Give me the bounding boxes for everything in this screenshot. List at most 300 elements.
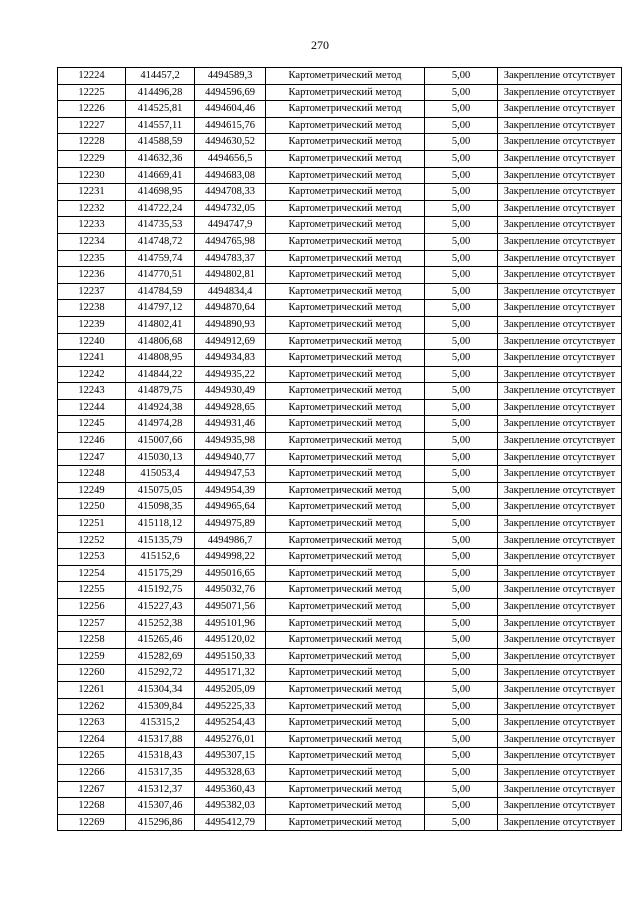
fixing-cell: Закрепление отсутствует bbox=[498, 748, 622, 765]
error-cell: 5,00 bbox=[425, 283, 498, 300]
point-number-cell: 12234 bbox=[58, 233, 126, 250]
x-coordinate-cell: 414669,41 bbox=[126, 167, 195, 184]
table-row bbox=[58, 233, 622, 250]
fixing-cell: Закрепление отсутствует bbox=[498, 814, 622, 831]
table-row bbox=[58, 499, 622, 516]
method-cell: Картометрический метод bbox=[266, 814, 425, 831]
x-coordinate-cell: 415265,46 bbox=[126, 632, 195, 649]
point-number-cell: 12266 bbox=[58, 764, 126, 781]
error-cell: 5,00 bbox=[425, 84, 498, 101]
y-coordinate-cell: 4495307,15 bbox=[195, 748, 266, 765]
method-cell: Картометрический метод bbox=[266, 615, 425, 632]
x-coordinate-cell: 415292,72 bbox=[126, 665, 195, 682]
table-row bbox=[58, 184, 622, 201]
y-coordinate-cell: 4495150,33 bbox=[195, 648, 266, 665]
y-coordinate-cell: 4494965,64 bbox=[195, 499, 266, 516]
y-coordinate-cell: 4494708,33 bbox=[195, 184, 266, 201]
x-coordinate-cell: 414557,11 bbox=[126, 117, 195, 134]
method-cell: Картометрический метод bbox=[266, 665, 425, 682]
y-coordinate-cell: 4495360,43 bbox=[195, 781, 266, 798]
x-coordinate-cell: 414457,2 bbox=[126, 68, 195, 85]
error-cell: 5,00 bbox=[425, 267, 498, 284]
x-coordinate-cell: 414879,75 bbox=[126, 383, 195, 400]
y-coordinate-cell: 4494589,3 bbox=[195, 68, 266, 85]
point-number-cell: 12227 bbox=[58, 117, 126, 134]
point-number-cell: 12240 bbox=[58, 333, 126, 350]
table-row bbox=[58, 68, 622, 85]
method-cell: Картометрический метод bbox=[266, 565, 425, 582]
method-cell: Картометрический метод bbox=[266, 399, 425, 416]
error-cell: 5,00 bbox=[425, 715, 498, 732]
error-cell: 5,00 bbox=[425, 582, 498, 599]
table-row bbox=[58, 399, 622, 416]
fixing-cell: Закрепление отсутствует bbox=[498, 84, 622, 101]
table-row bbox=[58, 549, 622, 566]
fixing-cell: Закрепление отсутствует bbox=[498, 316, 622, 333]
y-coordinate-cell: 4495205,09 bbox=[195, 681, 266, 698]
point-number-cell: 12243 bbox=[58, 383, 126, 400]
error-cell: 5,00 bbox=[425, 366, 498, 383]
error-cell: 5,00 bbox=[425, 648, 498, 665]
error-cell: 5,00 bbox=[425, 68, 498, 85]
method-cell: Картометрический метод bbox=[266, 681, 425, 698]
fixing-cell: Закрепление отсутствует bbox=[498, 217, 622, 234]
fixing-cell: Закрепление отсутствует bbox=[498, 150, 622, 167]
table-row bbox=[58, 416, 622, 433]
x-coordinate-cell: 415227,43 bbox=[126, 599, 195, 616]
point-number-cell: 12245 bbox=[58, 416, 126, 433]
x-coordinate-cell: 415307,46 bbox=[126, 798, 195, 815]
error-cell: 5,00 bbox=[425, 698, 498, 715]
point-number-cell: 12241 bbox=[58, 350, 126, 367]
method-cell: Картометрический метод bbox=[266, 466, 425, 483]
y-coordinate-cell: 4494615,76 bbox=[195, 117, 266, 134]
method-cell: Картометрический метод bbox=[266, 84, 425, 101]
x-coordinate-cell: 414759,74 bbox=[126, 250, 195, 267]
error-cell: 5,00 bbox=[425, 333, 498, 350]
error-cell: 5,00 bbox=[425, 150, 498, 167]
method-cell: Картометрический метод bbox=[266, 167, 425, 184]
error-cell: 5,00 bbox=[425, 233, 498, 250]
method-cell: Картометрический метод bbox=[266, 731, 425, 748]
x-coordinate-cell: 414735,53 bbox=[126, 217, 195, 234]
y-coordinate-cell: 4494928,65 bbox=[195, 399, 266, 416]
table-row bbox=[58, 599, 622, 616]
error-cell: 5,00 bbox=[425, 632, 498, 649]
error-cell: 5,00 bbox=[425, 532, 498, 549]
error-cell: 5,00 bbox=[425, 134, 498, 151]
y-coordinate-cell: 4495016,65 bbox=[195, 565, 266, 582]
error-cell: 5,00 bbox=[425, 499, 498, 516]
x-coordinate-cell: 415098,35 bbox=[126, 499, 195, 516]
fixing-cell: Закрепление отсутствует bbox=[498, 582, 622, 599]
x-coordinate-cell: 414525,81 bbox=[126, 101, 195, 118]
x-coordinate-cell: 415318,43 bbox=[126, 748, 195, 765]
y-coordinate-cell: 4494834,4 bbox=[195, 283, 266, 300]
x-coordinate-cell: 415152,6 bbox=[126, 549, 195, 566]
method-cell: Картометрический метод bbox=[266, 250, 425, 267]
point-number-cell: 12246 bbox=[58, 433, 126, 450]
method-cell: Картометрический метод bbox=[266, 316, 425, 333]
x-coordinate-cell: 414722,24 bbox=[126, 200, 195, 217]
y-coordinate-cell: 4494765,98 bbox=[195, 233, 266, 250]
table-row bbox=[58, 615, 622, 632]
y-coordinate-cell: 4495071,56 bbox=[195, 599, 266, 616]
method-cell: Картометрический метод bbox=[266, 267, 425, 284]
fixing-cell: Закрепление отсутствует bbox=[498, 764, 622, 781]
fixing-cell: Закрепление отсутствует bbox=[498, 200, 622, 217]
y-coordinate-cell: 4495101,96 bbox=[195, 615, 266, 632]
fixing-cell: Закрепление отсутствует bbox=[498, 233, 622, 250]
point-number-cell: 12237 bbox=[58, 283, 126, 300]
method-cell: Картометрический метод bbox=[266, 433, 425, 450]
y-coordinate-cell: 4494802,81 bbox=[195, 267, 266, 284]
fixing-cell: Закрепление отсутствует bbox=[498, 516, 622, 533]
table-row bbox=[58, 681, 622, 698]
point-number-cell: 12262 bbox=[58, 698, 126, 715]
table-row bbox=[58, 167, 622, 184]
error-cell: 5,00 bbox=[425, 482, 498, 499]
x-coordinate-cell: 415304,34 bbox=[126, 681, 195, 698]
y-coordinate-cell: 4494596,69 bbox=[195, 84, 266, 101]
table-row bbox=[58, 350, 622, 367]
error-cell: 5,00 bbox=[425, 217, 498, 234]
table-row bbox=[58, 366, 622, 383]
y-coordinate-cell: 4494870,64 bbox=[195, 300, 266, 317]
fixing-cell: Закрепление отсутствует bbox=[498, 698, 622, 715]
fixing-cell: Закрепление отсутствует bbox=[498, 532, 622, 549]
error-cell: 5,00 bbox=[425, 731, 498, 748]
y-coordinate-cell: 4494783,37 bbox=[195, 250, 266, 267]
table-row bbox=[58, 466, 622, 483]
table-row bbox=[58, 449, 622, 466]
x-coordinate-cell: 415312,37 bbox=[126, 781, 195, 798]
method-cell: Картометрический метод bbox=[266, 764, 425, 781]
method-cell: Картометрический метод bbox=[266, 698, 425, 715]
y-coordinate-cell: 4494912,69 bbox=[195, 333, 266, 350]
point-number-cell: 12233 bbox=[58, 217, 126, 234]
error-cell: 5,00 bbox=[425, 250, 498, 267]
x-coordinate-cell: 414806,68 bbox=[126, 333, 195, 350]
method-cell: Картометрический метод bbox=[266, 781, 425, 798]
error-cell: 5,00 bbox=[425, 516, 498, 533]
x-coordinate-cell: 415309,84 bbox=[126, 698, 195, 715]
point-number-cell: 12248 bbox=[58, 466, 126, 483]
y-coordinate-cell: 4495382,03 bbox=[195, 798, 266, 815]
method-cell: Картометрический метод bbox=[266, 516, 425, 533]
fixing-cell: Закрепление отсутствует bbox=[498, 565, 622, 582]
point-number-cell: 12244 bbox=[58, 399, 126, 416]
y-coordinate-cell: 4494954,39 bbox=[195, 482, 266, 499]
table-row bbox=[58, 731, 622, 748]
table-row bbox=[58, 217, 622, 234]
x-coordinate-cell: 415282,69 bbox=[126, 648, 195, 665]
table-row bbox=[58, 101, 622, 118]
method-cell: Картометрический метод bbox=[266, 150, 425, 167]
x-coordinate-cell: 414844,22 bbox=[126, 366, 195, 383]
fixing-cell: Закрепление отсутствует bbox=[498, 300, 622, 317]
fixing-cell: Закрепление отсутствует bbox=[498, 433, 622, 450]
method-cell: Картометрический метод bbox=[266, 715, 425, 732]
fixing-cell: Закрепление отсутствует bbox=[498, 366, 622, 383]
x-coordinate-cell: 415192,75 bbox=[126, 582, 195, 599]
y-coordinate-cell: 4495412,79 bbox=[195, 814, 266, 831]
point-number-cell: 12264 bbox=[58, 731, 126, 748]
table-row bbox=[58, 383, 622, 400]
x-coordinate-cell: 414698,95 bbox=[126, 184, 195, 201]
error-cell: 5,00 bbox=[425, 681, 498, 698]
y-coordinate-cell: 4494940,77 bbox=[195, 449, 266, 466]
error-cell: 5,00 bbox=[425, 599, 498, 616]
y-coordinate-cell: 4494986,7 bbox=[195, 532, 266, 549]
error-cell: 5,00 bbox=[425, 184, 498, 201]
fixing-cell: Закрепление отсутствует bbox=[498, 648, 622, 665]
y-coordinate-cell: 4495225,33 bbox=[195, 698, 266, 715]
error-cell: 5,00 bbox=[425, 433, 498, 450]
x-coordinate-cell: 415030,13 bbox=[126, 449, 195, 466]
point-number-cell: 12235 bbox=[58, 250, 126, 267]
y-coordinate-cell: 4495276,01 bbox=[195, 731, 266, 748]
x-coordinate-cell: 414808,95 bbox=[126, 350, 195, 367]
x-coordinate-cell: 415315,2 bbox=[126, 715, 195, 732]
point-number-cell: 12267 bbox=[58, 781, 126, 798]
error-cell: 5,00 bbox=[425, 350, 498, 367]
x-coordinate-cell: 415317,35 bbox=[126, 764, 195, 781]
x-coordinate-cell: 415317,88 bbox=[126, 731, 195, 748]
point-number-cell: 12256 bbox=[58, 599, 126, 616]
table-row bbox=[58, 134, 622, 151]
y-coordinate-cell: 4495328,63 bbox=[195, 764, 266, 781]
table-row bbox=[58, 632, 622, 649]
fixing-cell: Закрепление отсутствует bbox=[498, 781, 622, 798]
y-coordinate-cell: 4494935,98 bbox=[195, 433, 266, 450]
point-number-cell: 12260 bbox=[58, 665, 126, 682]
y-coordinate-cell: 4495254,43 bbox=[195, 715, 266, 732]
table-row bbox=[58, 333, 622, 350]
fixing-cell: Закрепление отсутствует bbox=[498, 283, 622, 300]
table-row bbox=[58, 665, 622, 682]
x-coordinate-cell: 414784,59 bbox=[126, 283, 195, 300]
error-cell: 5,00 bbox=[425, 615, 498, 632]
fixing-cell: Закрепление отсутствует bbox=[498, 350, 622, 367]
point-number-cell: 12253 bbox=[58, 549, 126, 566]
method-cell: Картометрический метод bbox=[266, 582, 425, 599]
method-cell: Картометрический метод bbox=[266, 233, 425, 250]
fixing-cell: Закрепление отсутствует bbox=[498, 117, 622, 134]
error-cell: 5,00 bbox=[425, 399, 498, 416]
table-row bbox=[58, 715, 622, 732]
fixing-cell: Закрепление отсутствует bbox=[498, 632, 622, 649]
table-row bbox=[58, 250, 622, 267]
point-number-cell: 12226 bbox=[58, 101, 126, 118]
method-cell: Картометрический метод bbox=[266, 217, 425, 234]
point-number-cell: 12231 bbox=[58, 184, 126, 201]
error-cell: 5,00 bbox=[425, 416, 498, 433]
x-coordinate-cell: 414974,28 bbox=[126, 416, 195, 433]
point-number-cell: 12265 bbox=[58, 748, 126, 765]
table-row bbox=[58, 798, 622, 815]
method-cell: Картометрический метод bbox=[266, 300, 425, 317]
y-coordinate-cell: 4494683,08 bbox=[195, 167, 266, 184]
error-cell: 5,00 bbox=[425, 665, 498, 682]
point-number-cell: 12269 bbox=[58, 814, 126, 831]
method-cell: Картометрический метод bbox=[266, 184, 425, 201]
point-number-cell: 12255 bbox=[58, 582, 126, 599]
method-cell: Картометрический метод bbox=[266, 200, 425, 217]
method-cell: Картометрический метод bbox=[266, 599, 425, 616]
table-row bbox=[58, 267, 622, 284]
x-coordinate-cell: 415053,4 bbox=[126, 466, 195, 483]
page-number: 270 bbox=[311, 38, 329, 52]
x-coordinate-cell: 415252,38 bbox=[126, 615, 195, 632]
point-number-cell: 12228 bbox=[58, 134, 126, 151]
x-coordinate-cell: 415296,86 bbox=[126, 814, 195, 831]
point-number-cell: 12261 bbox=[58, 681, 126, 698]
fixing-cell: Закрепление отсутствует bbox=[498, 134, 622, 151]
table-row bbox=[58, 433, 622, 450]
table-row bbox=[58, 283, 622, 300]
fixing-cell: Закрепление отсутствует bbox=[498, 333, 622, 350]
point-number-cell: 12224 bbox=[58, 68, 126, 85]
y-coordinate-cell: 4494998,22 bbox=[195, 549, 266, 566]
point-number-cell: 12230 bbox=[58, 167, 126, 184]
fixing-cell: Закрепление отсутствует bbox=[498, 184, 622, 201]
x-coordinate-cell: 414748,72 bbox=[126, 233, 195, 250]
table-row bbox=[58, 748, 622, 765]
method-cell: Картометрический метод bbox=[266, 283, 425, 300]
error-cell: 5,00 bbox=[425, 781, 498, 798]
method-cell: Картометрический метод bbox=[266, 366, 425, 383]
error-cell: 5,00 bbox=[425, 316, 498, 333]
method-cell: Картометрический метод bbox=[266, 416, 425, 433]
fixing-cell: Закрепление отсутствует bbox=[498, 665, 622, 682]
table-row bbox=[58, 84, 622, 101]
method-cell: Картометрический метод bbox=[266, 748, 425, 765]
y-coordinate-cell: 4494630,52 bbox=[195, 134, 266, 151]
x-coordinate-cell: 415175,29 bbox=[126, 565, 195, 582]
fixing-cell: Закрепление отсутствует bbox=[498, 798, 622, 815]
table-row bbox=[58, 814, 622, 831]
error-cell: 5,00 bbox=[425, 300, 498, 317]
fixing-cell: Закрепление отсутствует bbox=[498, 731, 622, 748]
method-cell: Картометрический метод bbox=[266, 632, 425, 649]
fixing-cell: Закрепление отсутствует bbox=[498, 482, 622, 499]
error-cell: 5,00 bbox=[425, 764, 498, 781]
x-coordinate-cell: 414496,28 bbox=[126, 84, 195, 101]
coordinates-table bbox=[57, 67, 622, 831]
point-number-cell: 12254 bbox=[58, 565, 126, 582]
point-number-cell: 12249 bbox=[58, 482, 126, 499]
table-row bbox=[58, 565, 622, 582]
error-cell: 5,00 bbox=[425, 466, 498, 483]
method-cell: Картометрический метод bbox=[266, 350, 425, 367]
method-cell: Картометрический метод bbox=[266, 383, 425, 400]
table-row bbox=[58, 516, 622, 533]
y-coordinate-cell: 4494930,49 bbox=[195, 383, 266, 400]
error-cell: 5,00 bbox=[425, 383, 498, 400]
method-cell: Картометрический метод bbox=[266, 449, 425, 466]
y-coordinate-cell: 4495120,02 bbox=[195, 632, 266, 649]
fixing-cell: Закрепление отсутствует bbox=[498, 549, 622, 566]
table-body bbox=[58, 68, 622, 831]
y-coordinate-cell: 4494947,53 bbox=[195, 466, 266, 483]
error-cell: 5,00 bbox=[425, 549, 498, 566]
error-cell: 5,00 bbox=[425, 117, 498, 134]
fixing-cell: Закрепление отсутствует bbox=[498, 383, 622, 400]
method-cell: Картометрический метод bbox=[266, 549, 425, 566]
error-cell: 5,00 bbox=[425, 449, 498, 466]
error-cell: 5,00 bbox=[425, 814, 498, 831]
fixing-cell: Закрепление отсутствует bbox=[498, 399, 622, 416]
method-cell: Картометрический метод bbox=[266, 499, 425, 516]
point-number-cell: 12259 bbox=[58, 648, 126, 665]
x-coordinate-cell: 414802,41 bbox=[126, 316, 195, 333]
point-number-cell: 12247 bbox=[58, 449, 126, 466]
y-coordinate-cell: 4494931,46 bbox=[195, 416, 266, 433]
fixing-cell: Закрепление отсутствует bbox=[498, 715, 622, 732]
method-cell: Картометрический метод bbox=[266, 333, 425, 350]
point-number-cell: 12257 bbox=[58, 615, 126, 632]
table-row bbox=[58, 200, 622, 217]
method-cell: Картометрический метод bbox=[266, 648, 425, 665]
table-row bbox=[58, 698, 622, 715]
fixing-cell: Закрепление отсутствует bbox=[498, 599, 622, 616]
y-coordinate-cell: 4494604,46 bbox=[195, 101, 266, 118]
table-row bbox=[58, 150, 622, 167]
fixing-cell: Закрепление отсутствует bbox=[498, 101, 622, 118]
x-coordinate-cell: 415135,79 bbox=[126, 532, 195, 549]
error-cell: 5,00 bbox=[425, 167, 498, 184]
x-coordinate-cell: 415007,66 bbox=[126, 433, 195, 450]
fixing-cell: Закрепление отсутствует bbox=[498, 68, 622, 85]
method-cell: Картометрический метод bbox=[266, 68, 425, 85]
x-coordinate-cell: 414770,51 bbox=[126, 267, 195, 284]
table-row bbox=[58, 532, 622, 549]
y-coordinate-cell: 4494747,9 bbox=[195, 217, 266, 234]
y-coordinate-cell: 4494656,5 bbox=[195, 150, 266, 167]
y-coordinate-cell: 4494732,05 bbox=[195, 200, 266, 217]
point-number-cell: 12239 bbox=[58, 316, 126, 333]
fixing-cell: Закрепление отсутствует bbox=[498, 466, 622, 483]
y-coordinate-cell: 4495032,76 bbox=[195, 582, 266, 599]
fixing-cell: Закрепление отсутствует bbox=[498, 416, 622, 433]
point-number-cell: 12258 bbox=[58, 632, 126, 649]
table-row bbox=[58, 764, 622, 781]
table-row bbox=[58, 781, 622, 798]
point-number-cell: 12236 bbox=[58, 267, 126, 284]
table-row bbox=[58, 648, 622, 665]
fixing-cell: Закрепление отсутствует bbox=[498, 615, 622, 632]
error-cell: 5,00 bbox=[425, 200, 498, 217]
point-number-cell: 12242 bbox=[58, 366, 126, 383]
table-row bbox=[58, 300, 622, 317]
point-number-cell: 12263 bbox=[58, 715, 126, 732]
y-coordinate-cell: 4494890,93 bbox=[195, 316, 266, 333]
error-cell: 5,00 bbox=[425, 101, 498, 118]
table-row bbox=[58, 482, 622, 499]
point-number-cell: 12252 bbox=[58, 532, 126, 549]
x-coordinate-cell: 414632,36 bbox=[126, 150, 195, 167]
y-coordinate-cell: 4494935,22 bbox=[195, 366, 266, 383]
y-coordinate-cell: 4495171,32 bbox=[195, 665, 266, 682]
method-cell: Картометрический метод bbox=[266, 482, 425, 499]
error-cell: 5,00 bbox=[425, 748, 498, 765]
fixing-cell: Закрепление отсутствует bbox=[498, 167, 622, 184]
point-number-cell: 12251 bbox=[58, 516, 126, 533]
point-number-cell: 12229 bbox=[58, 150, 126, 167]
table-row bbox=[58, 582, 622, 599]
x-coordinate-cell: 414924,38 bbox=[126, 399, 195, 416]
